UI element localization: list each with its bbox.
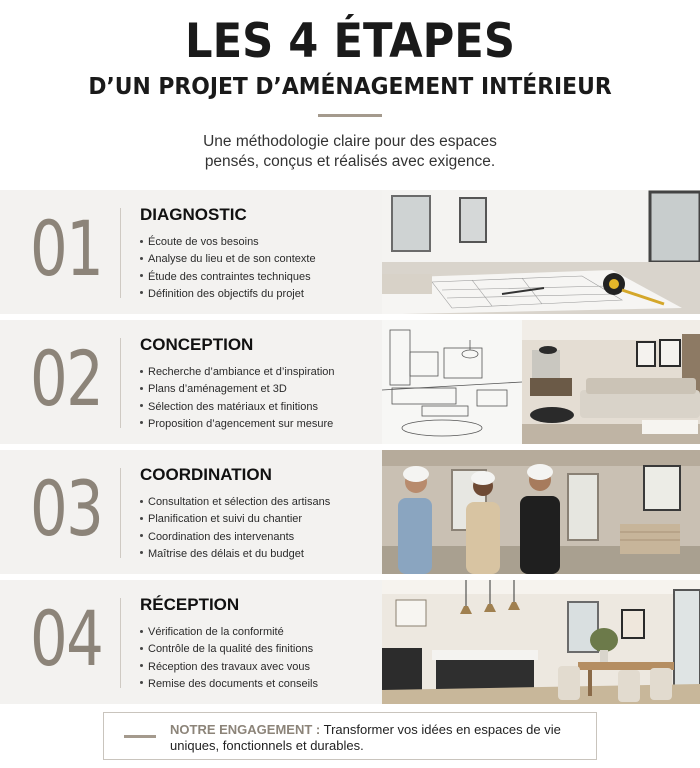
bullet-icon	[140, 664, 143, 667]
bullet-icon	[140, 404, 143, 407]
list-item: Plans d’aménagement et 3D	[140, 381, 335, 398]
title-rule	[318, 114, 382, 117]
bullet-icon	[140, 630, 143, 633]
step-diagnostic	[0, 190, 700, 314]
construction-site-image	[382, 450, 700, 574]
lead-line-1: Une méthodologie claire pour des espaces	[203, 133, 497, 150]
step-divider	[120, 338, 121, 428]
engagement-label: NOTRE ENGAGEMENT :	[170, 722, 321, 737]
step-reception	[0, 580, 700, 704]
living-room-sketch-image	[382, 320, 700, 444]
list-item: Coordination des intervenants	[140, 529, 330, 546]
step-number: 04	[30, 594, 103, 683]
step-title: RÉCEPTION	[140, 595, 240, 614]
list-item: Recherche d’ambiance et d’inspiration	[140, 364, 335, 381]
step-number: 01	[30, 204, 103, 293]
engagement-text	[170, 722, 590, 754]
page-title: LES 4 ÉTAPES	[185, 14, 515, 69]
empty-room-blueprint-image	[382, 190, 700, 314]
step-divider	[120, 208, 121, 298]
step-list	[140, 364, 335, 433]
bullet-icon	[140, 500, 143, 503]
bullet-icon	[140, 421, 143, 424]
list-item: Consultation et sélection des artisans	[140, 494, 330, 511]
bullet-icon	[140, 370, 143, 373]
bullet-icon	[140, 551, 143, 554]
list-item: Étude des contraintes techniques	[140, 269, 316, 286]
bullet-icon	[140, 291, 143, 294]
step-list	[140, 234, 316, 303]
list-item: Contrôle de la qualité des finitions	[140, 641, 318, 658]
step-list	[140, 624, 318, 693]
bullet-icon	[140, 681, 143, 684]
step-title: COORDINATION	[140, 465, 272, 484]
bullet-icon	[140, 257, 143, 260]
list-item: Vérification de la conformité	[140, 624, 318, 641]
step-list	[140, 494, 330, 563]
bullet-icon	[140, 517, 143, 520]
bullet-icon	[140, 534, 143, 537]
list-item: Réception des travaux avec vous	[140, 659, 318, 676]
lead-text	[0, 132, 700, 172]
engagement-box	[103, 712, 597, 760]
list-item: Écoute de vos besoins	[140, 234, 316, 251]
step-divider	[120, 468, 121, 558]
step-title: CONCEPTION	[140, 335, 254, 354]
step-number: 03	[30, 464, 103, 553]
list-item: Maîtrise des délais et du budget	[140, 546, 330, 563]
finished-kitchen-image	[382, 580, 700, 704]
step-conception	[0, 320, 700, 444]
bullet-icon	[140, 274, 143, 277]
engagement-message: Transformer vos idées en espaces de vie uniques, fonctionnels et durables.	[170, 722, 561, 753]
list-item: Planification et suivi du chantier	[140, 511, 330, 528]
step-number: 02	[30, 334, 103, 423]
engagement-dash	[124, 735, 156, 738]
list-item: Définition des objectifs du projet	[140, 286, 316, 303]
step-title: DIAGNOSTIC	[140, 205, 247, 224]
list-item: Analyse du lieu et de son contexte	[140, 251, 316, 268]
list-item: Sélection des matériaux et finitions	[140, 399, 335, 416]
list-item: Remise des documents et conseils	[140, 676, 318, 693]
page-subtitle: D’UN PROJET D’AMÉNAGEMENT INTÉRIEUR	[88, 74, 612, 100]
list-item: Proposition d’agencement sur mesure	[140, 416, 335, 433]
step-divider	[120, 598, 121, 688]
step-coordination	[0, 450, 700, 574]
bullet-icon	[140, 647, 143, 650]
bullet-icon	[140, 387, 143, 390]
bullet-icon	[140, 240, 143, 243]
lead-line-2: pensés, conçus et réalisés avec exigence.	[204, 153, 496, 170]
